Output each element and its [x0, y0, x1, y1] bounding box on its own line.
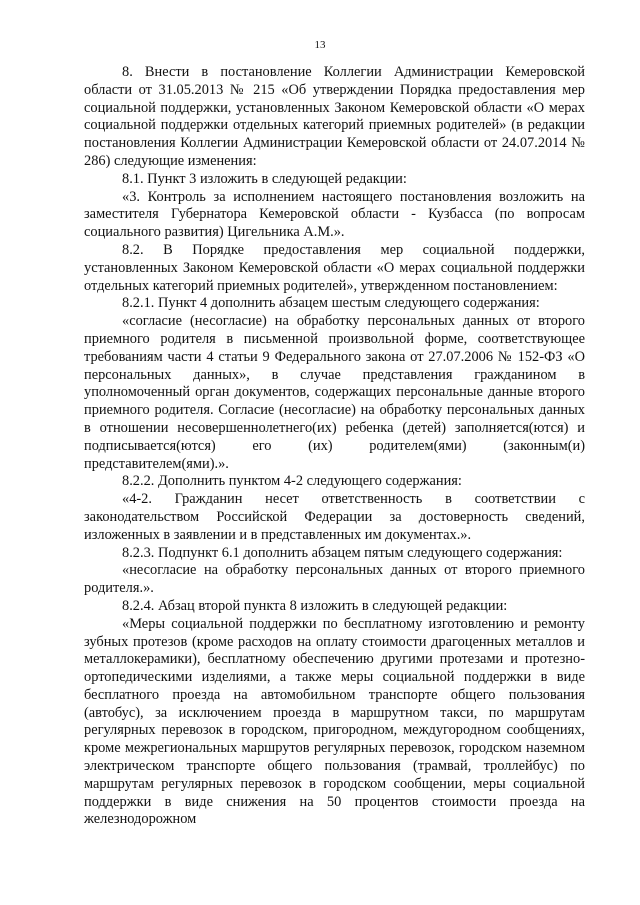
- paragraph-item-8-2: 8.2. В Порядке предоставления мер социальной поддержки, установленных Законом Кемеровской области «О мерах социальной поддержки отдельных категорий приемных родителей», утвержденном постановлением:: [84, 241, 585, 294]
- page-number: 13: [314, 39, 326, 51]
- paragraph-quote-item-4-2: «4-2. Гражданин несет ответственность в соответствии с законодательством Российской Федерации за достоверность сведений, изложенных в заявлении и в представленных им документах.».: [84, 491, 585, 543]
- paragraph-quote-nonconsent: «несогласие на обработку персональных данных от второго приемного родителя.».: [84, 562, 585, 597]
- paragraph-item-8-2-3: 8.2.3. Подпункт 6.1 дополнить абзацем пятым следующего содержания:: [122, 544, 563, 561]
- paragraph-quote-consent: «согласие (несогласие) на обработку персональных данных от второго приемного родителя в письменной произвольной форме, соответствующее требованиям части 4 статьи 9 Федерального закона от 27.07.2006 № 152-ФЗ «О персональных данных», в случае представления гражданином в уполномоченный орган документов, содержащих персональные данные второго приемного родителя. Согласие (несогласие) на обработку персональных данных в отношении несовершеннолетнего(их) ребенка (детей) заполняется(ются) и подписывается(ются) его (их) родителем(ями) (законным(и) представителем(ями).».: [84, 313, 585, 472]
- paragraph-item-8-2-4: 8.2.4. Абзац второй пункта 8 изложить в следующей редакции:: [122, 597, 508, 614]
- paragraph-quote-item-3: «3. Контроль за исполнением настоящего постановления возложить на заместителя Губернатора Кемеровской области - Кузбасса (по вопросам социального развития) Цигельника А.М.».: [84, 188, 585, 241]
- paragraph-item-8-2-1: 8.2.1. Пункт 4 дополнить абзацем шестым следующего содержания:: [122, 295, 540, 312]
- paragraph-item-8: 8. Внести в постановление Коллегии Администрации Кемеровской области от 31.05.2013 № 215 «Об утверждении Порядка предоставления мер социальной поддержки, установленных Законом Кемеровской области «О мерах социальной поддержки отдельных категорий приемных родителей» (в редакции постановления Коллегии Администрации Кемеровской области от 24.07.2014 № 286) следующие изменения:: [84, 64, 585, 169]
- document-body: [84, 64, 585, 829]
- paragraph-item-8-1: 8.1. Пункт 3 изложить в следующей редакции:: [122, 170, 407, 187]
- paragraph-item-8-2-2: 8.2.2. Дополнить пунктом 4-2 следующего содержания:: [122, 473, 462, 490]
- paragraph-quote-support-measures: «Меры социальной поддержки по бесплатному изготовлению и ремонту зубных протезов (кроме расходов на оплату стоимости драгоценных металлов и металлокерамики), бесплатному обеспечению другими протезами и протезно-ортопедическими изделиями, а также меры социальной поддержки в виде бесплатного проезда на автомобильном транспорте общего пользования (автобус), за исключением проезда в маршрутном такси, по маршрутам регулярных перевозок в городском, пригородном, междугородном сообщениях, кроме межрегиональных маршрутов регулярных перевозок, городском наземном электрическом транспорте общего пользования (трамвай, троллейбус) по маршрутам регулярных перевозок в городском сообщении, меры социальной поддержки в виде снижения на 50 процентов стоимости проезда на железнодорожном: [84, 615, 585, 828]
